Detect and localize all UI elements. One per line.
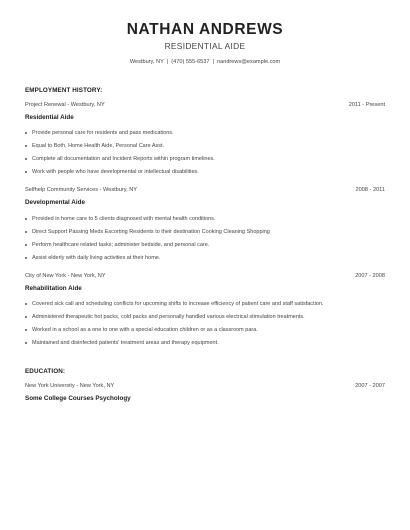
job-header	[25, 187, 385, 193]
job-title: Rehabilitation Aide	[25, 285, 82, 292]
bullet-item: Provided in home care to 5 clients diagnosed with mental health conditions.	[25, 215, 385, 228]
candidate-name: NATHAN ANDREWS	[126, 21, 284, 38]
job-dates: 2007 - 2008	[355, 273, 385, 279]
bullet-item: Complete all documentation and Incident Reports within program timelines.	[25, 155, 385, 168]
bullet-item: Work with people who have developmental or intellectual disabilities.	[25, 168, 385, 181]
contact-separator: |	[166, 59, 169, 65]
contact-separator: |	[212, 59, 214, 65]
contact-email: nandrews@example.com	[216, 59, 281, 65]
job-title: Developmental Aide	[25, 199, 85, 206]
contact-location: Westbury, NY	[129, 59, 164, 65]
candidate-title: RESIDENTIAL AIDE	[164, 41, 246, 51]
job-employer: Selfhelp Community Services - Westbury, NY	[25, 187, 138, 193]
education-heading: EDUCATION:	[25, 368, 66, 375]
bullet-item: Covered sick call and scheduling conflicts for upcoming shifts to increase efficiency of patient care and staff satisfaction.	[25, 300, 385, 313]
education-header	[25, 383, 385, 389]
employment-heading: EMPLOYMENT HISTORY:	[25, 87, 103, 94]
job-title: Residential Aide	[25, 114, 74, 121]
job-header	[25, 102, 385, 108]
job-dates: 2008 - 2011	[355, 187, 385, 193]
job-header	[25, 273, 385, 279]
bullet-item: Provide personal care for residents and pass medications.	[25, 129, 385, 142]
contact-phone: (470) 555-6537	[171, 59, 210, 65]
job-employer: City of New York - New York, NY	[25, 273, 106, 279]
bullet-item: Equal to Both, Home Health Aide, Personal Care Asst.	[25, 142, 385, 155]
bullet-item: Direct Support Passing Meds Escorting Residents to their destination Cooking Cleaning Shopping	[25, 228, 385, 241]
job-bullets	[25, 129, 385, 181]
bullet-item: Maintained and disinfected patients' treatment areas and therapy equipment.	[25, 339, 385, 352]
education-degree: Some College Courses Psychology	[25, 395, 131, 402]
bullet-item: Perform healthcare related tasks; administer bedside, and personal care.	[25, 241, 385, 254]
bullet-item: Worked in a school as a one to one with a special education children or as a classroom para.	[25, 326, 385, 339]
job-bullets	[25, 300, 385, 352]
bullet-item: Administered therapeutic hot packs, cold packs and personally handled various electrical stimulation treatments.	[25, 313, 385, 326]
job-employer: Project Renewal - Westbury, NY	[25, 102, 105, 108]
job-dates: 2011 - Present	[348, 102, 385, 108]
education-school: New York University - New York, NY	[25, 383, 115, 389]
education-dates: 2007 - 2007	[355, 383, 385, 389]
job-bullets	[25, 215, 385, 267]
contact-line	[0, 59, 410, 65]
bullet-item: Assist elderly with daily living activities at their home.	[25, 254, 385, 267]
